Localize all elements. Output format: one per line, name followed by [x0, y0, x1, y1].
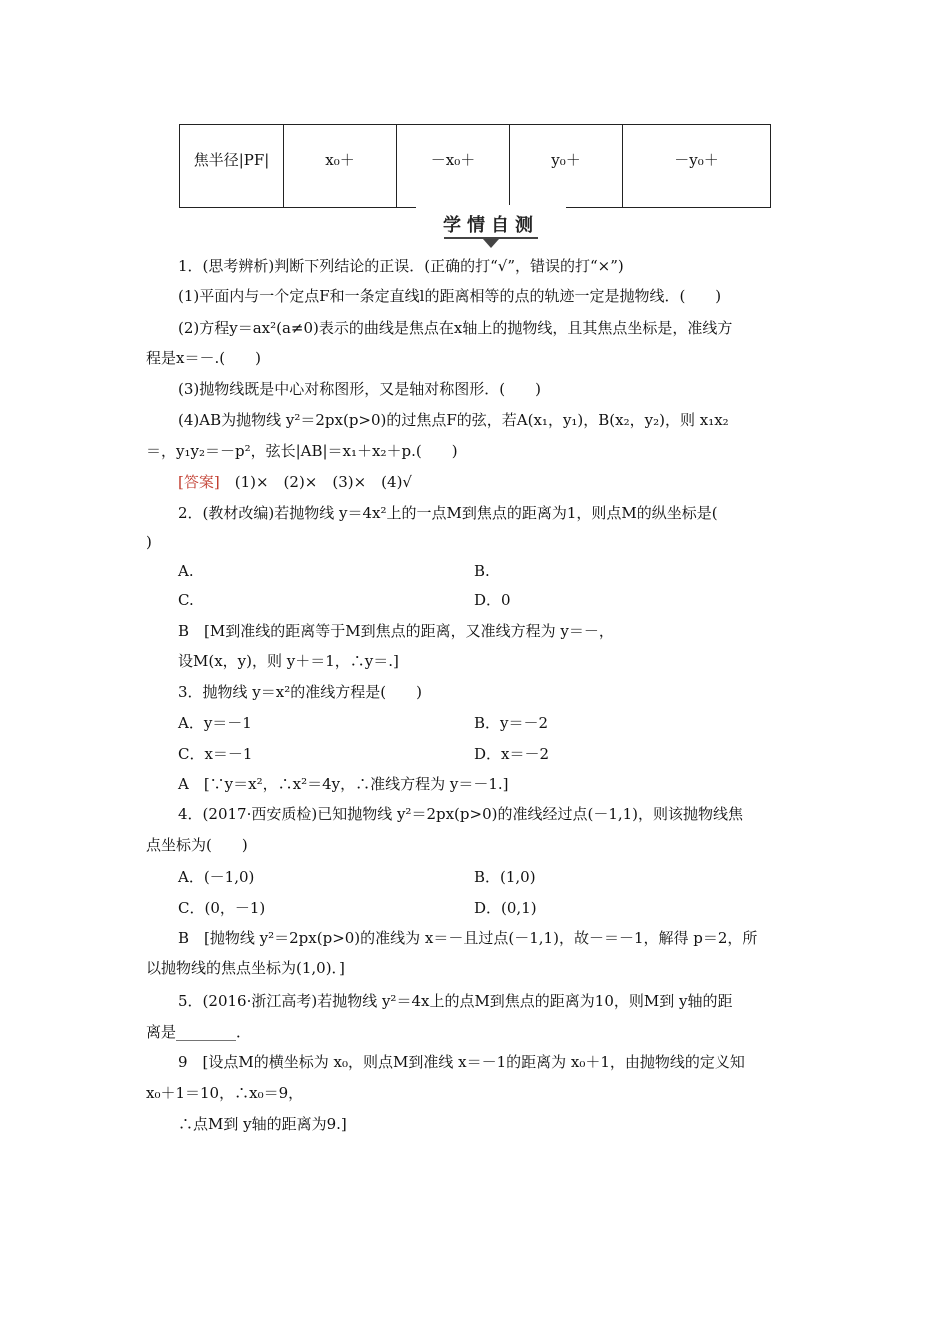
option-c: C．x＝－1	[178, 745, 253, 763]
table-cell: －x₀＋	[397, 125, 510, 207]
table-cell: x₀＋	[284, 125, 397, 207]
option-d: D．x＝－2	[474, 745, 550, 763]
section-title: 学情自测	[443, 215, 539, 236]
option-a: A．(－1,0)	[178, 868, 255, 886]
option-c: C.	[178, 591, 194, 609]
table-cell: y₀＋	[510, 125, 623, 207]
option-b: B．(1,0)	[474, 868, 536, 886]
answer-5: 9 [设点M的横坐标为 x₀，则点M到准线 x＝－1的距离为 x₀＋1，由抛物线的定义知	[178, 1053, 745, 1071]
option-d: D．0	[474, 591, 511, 609]
statement-2: (2)方程y＝ax²(a≠0)表示的曲线是焦点在x轴上的抛物线，且其焦点坐标是，准线方	[178, 319, 733, 337]
question-1-stem: 1．(思考辨析)判断下列结论的正误．(正确的打“√”，错误的打“×”)	[178, 257, 624, 275]
table-cell: －y₀＋	[674, 150, 719, 169]
option-a: A.	[178, 562, 194, 580]
answer-2: B [M到准线的距离等于M到焦点的距离，又准线方程为 y＝－，	[178, 622, 614, 640]
answer-5-cont: x₀＋1＝10，∴x₀＝9，	[146, 1084, 304, 1102]
answer-4-cont: 以抛物线的焦点坐标为(1,0)．]	[146, 959, 345, 977]
option-a: A．y＝－1	[178, 714, 252, 732]
question-5-cont: 离是________．	[146, 1023, 252, 1041]
question-4-cont: 点坐标为( )	[146, 836, 248, 854]
question-2-cont: )	[146, 533, 152, 551]
statement-3: (3)抛物线既是中心对称图形，又是轴对称图形．( )	[178, 380, 541, 398]
question-3-stem: 3．抛物线 y＝x²的准线方程是( )	[178, 683, 422, 701]
answer-1	[178, 472, 412, 492]
question-5-stem: 5．(2016·浙江高考)若抛物线 y²＝4x上的点M到焦点的距离为10，则M到 y轴的距	[178, 992, 733, 1010]
statement-1: (1)平面内与一个定点F和一条定直线l的距离相等的点的轨迹一定是抛物线．( )	[178, 287, 722, 305]
statement-4-cont: ＝，y₁y₂＝－p²，弦长|AB|＝x₁＋x₂＋p.( )	[146, 442, 458, 460]
triangle-down-icon	[483, 239, 499, 248]
table-row-label: 焦半径|PF|	[180, 125, 284, 207]
answer-4: B [抛物线 y²＝2px(p>0)的准线为 x＝－且过点(－1,1)，故－＝－1，解得 p＝2，所	[178, 929, 758, 947]
option-d: D．(0,1)	[474, 899, 537, 917]
option-c: C．(0，－1)	[178, 899, 266, 917]
option-b: B.	[474, 562, 490, 580]
option-b: B．y＝－2	[474, 714, 549, 732]
answer-3: A [∵y＝x²，∴x²＝4y，∴准线方程为 y＝－1.]	[178, 775, 509, 793]
focal-radius-table-row	[179, 124, 771, 208]
question-2-stem: 2．(教材改编)若抛物线 y＝4x²上的一点M到焦点的距离为1，则点M的纵坐标是(	[178, 504, 718, 522]
answer-5-conclusion: ∴点M到 y轴的距离为9.]	[178, 1115, 347, 1133]
section-banner	[416, 205, 566, 249]
statement-4: (4)AB为抛物线 y²＝2px(p>0)的过焦点F的弦，若A(x₁，y₁)，B(x₂，y₂)，则 x₁x₂	[178, 411, 729, 429]
question-4-stem: 4．(2017·西安质检)已知抛物线 y²＝2px(p>0)的准线经过点(－1,1)，则该抛物线焦	[178, 805, 744, 823]
answer-tag: [答案]	[178, 473, 220, 491]
answer-2-cont: 设M(x，y)，则 y＋＝1，∴y＝.]	[178, 652, 399, 670]
statement-2-cont: 程是x＝－.( )	[146, 349, 261, 367]
answer-1-text: (1)× (2)× (3)× (4)√	[234, 473, 412, 491]
